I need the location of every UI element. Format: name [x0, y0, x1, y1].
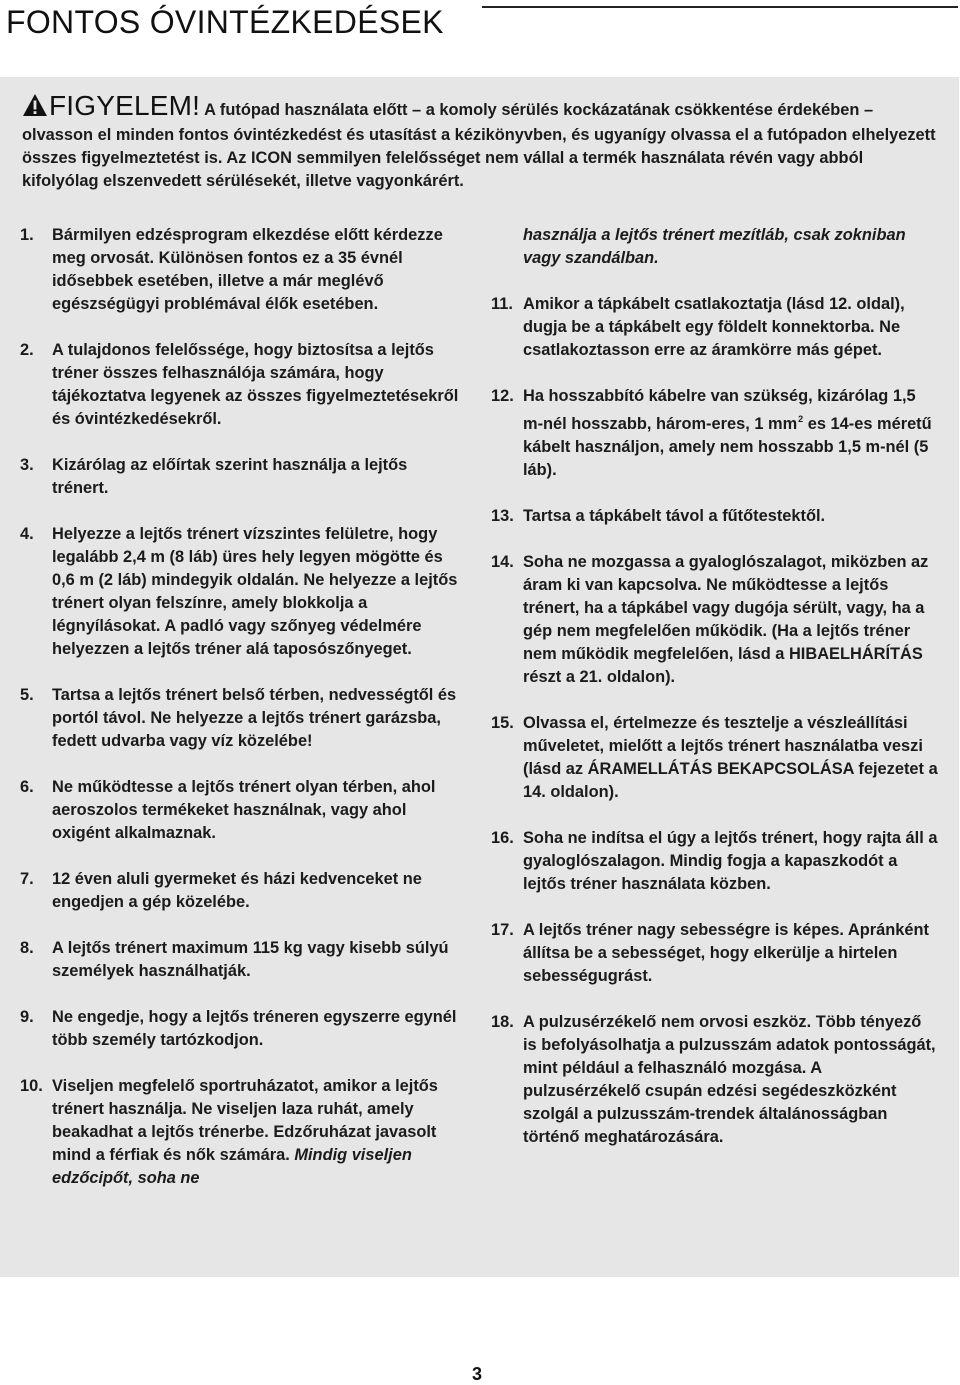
list-item	[20, 1006, 460, 1052]
item-text-regular: Viseljen megfelelő sportruházatot, amikor a lejtős trénert használja. Ne viseljen laza ruhát, amely beakadhat a lejtős trénerbe. Edzőruházat javasolt mind a férfiak és nők számára.	[52, 1077, 438, 1164]
list-item	[491, 827, 939, 896]
item-text: Tartsa a tápkábelt távol a fűtőtestektől.	[523, 507, 826, 525]
item-text: A lejtős trénert maximum 115 kg vagy kisebb súlyú személyek használhatják.	[52, 939, 449, 980]
superscript: 2	[798, 414, 804, 424]
item-number: 10.	[20, 1077, 43, 1095]
item-number: 14.	[491, 553, 514, 571]
item-text: Amikor a tápkábelt csatlakoztatja (lásd 12. oldal), dugja be a tápkábelt egy földelt konnektorba. Ne csatlakoztasson erre az áramkörre más gépet.	[523, 295, 905, 359]
list-item	[20, 224, 460, 316]
item-number: 7.	[20, 870, 34, 888]
item-number: 13.	[491, 507, 514, 525]
item-number: 5.	[20, 686, 34, 704]
list-item	[20, 868, 460, 914]
item-number: 15.	[491, 714, 514, 732]
item-text: Helyezze a lejtős trénert vízszintes felületre, hogy legalább 2,4 m (8 láb) üres hely legyen mögötte és 0,6 m (2 láb) mindegyik oldalán. Ne helyezze a lejtős trénert olyan felszínre, amely blokkolja a légnyílásokat. A padló vagy szőnyeg védelmére helyezzen a lejtős tréner alá taposószőnyeget.	[52, 525, 458, 658]
warning-label: FIGYELEM!	[49, 90, 201, 121]
item-number: 4.	[20, 525, 34, 543]
item-number: 11.	[491, 295, 513, 313]
item-number: 2.	[20, 341, 34, 359]
warning-triangle-icon	[22, 93, 48, 124]
item-text: Ne működtesse a lejtős trénert olyan térben, ahol aeroszolos termékeket használnak, vagy ahol oxigént alkalmaznak.	[52, 778, 436, 842]
list-item	[491, 919, 939, 988]
item-text	[52, 1075, 460, 1190]
item-number: 12.	[491, 387, 514, 405]
list-item	[491, 293, 939, 362]
item-continuation	[491, 224, 939, 270]
item-text: Kizárólag az előírtak szerint használja a lejtős trénert.	[52, 456, 408, 497]
item-text-part: es 14-es méretű kábelt használjon, amely nem hosszabb 1,5 m-nél (5 láb).	[523, 415, 932, 479]
item-number: 16.	[491, 829, 514, 847]
item-text	[523, 385, 939, 482]
item-text: 12 éven aluli gyermeket és házi kedvenceket ne engedjen a gép közelébe.	[52, 870, 422, 911]
item-number: 8.	[20, 939, 34, 957]
item-text-part: Ha hosszabbító kábelre van szükség, kizárólag 1,5 m-nél hosszabb, három-eres, 1 mm	[523, 387, 916, 433]
item-text: Soha ne mozgassa a gyaloglószalagot, miközben az áram ki van kapcsolva. Ne működtesse a lejtős trénert, ha a tápkábel vagy dugója sérült, vagy, ha a gép nem megfelelően működik. (Ha a lejtős tréner nem működik megfelelően, lásd a HIBAELHÁRÍTÁS részt a 21. oldalon).	[523, 553, 929, 686]
item-text: Olvassa el, értelmezze és tesztelje a vészleállítási műveletet, mielőtt a lejtős trénert használatba veszi (lásd az ÁRAMELLÁTÁS BEKAPCSOLÁSA fejezetet a 14. oldalon).	[523, 714, 938, 801]
item-number: 3.	[20, 456, 34, 474]
title-rule	[482, 6, 958, 8]
warning-text: A futópad használata előtt – a komoly sérülés kockázatának csökkentése érdekében – olvasson el minden fontos óvintézkedést és utasítást a kézikönyvben, és ugyanígy olvassa el a futópadon elhelyezett összes figyelmeztetést is. Az ICON semmilyen felelősséget nem vállal a termék használata révén vagy abból kifolyólag elszenvedett sérülésekét, illetve vagyonkárért.	[22, 101, 936, 190]
list-item	[20, 937, 460, 983]
item-text: A lejtős tréner nagy sebességre is képes. Apránként állítsa be a sebességet, hogy elkerülje a hirtelen sebességugrást.	[523, 921, 929, 985]
item-number: 9.	[20, 1008, 34, 1026]
list-item	[491, 712, 939, 804]
list-item	[20, 776, 460, 845]
page-number: 3	[472, 1364, 483, 1384]
page-title: FONTOS ÓVINTÉZKEDÉSEK	[6, 4, 444, 40]
list-item	[491, 505, 939, 528]
item-number: 17.	[491, 921, 514, 939]
item-text: Tartsa a lejtős trénert belső térben, nedvességtől és portól távol. Ne helyezze a lejtős trénert garázsba, fedett udvarba vagy víz közelébe!	[52, 686, 457, 750]
left-column	[20, 224, 460, 1190]
list-item	[20, 684, 460, 753]
item-text: A pulzusérzékelő nem orvosi eszköz. Több tényező is befolyásolhatja a pulzusszám adatok pontosságát, mint például a felhasználó mozgása. A pulzusérzékelő csupán edzési segédeszközként szolgál a pulzusszám-trendek általánosságban történő meghatározására.	[523, 1013, 936, 1146]
item-text: Soha ne indítsa el úgy a lejtős trénert, hogy rajta áll a gyaloglószalagon. Mindig fogja a kapaszkodót a lejtős tréner használata közben.	[523, 829, 938, 893]
right-column	[491, 224, 939, 1149]
list-item	[20, 1075, 460, 1190]
item-text: A tulajdonos felelőssége, hogy biztosítsa a lejtős tréner összes felhasználója számára, hogy tájékoztatva legyenek az összes figyelmeztetésekről és óvintézkedésekről.	[52, 341, 459, 428]
list-item	[20, 523, 460, 661]
warning-paragraph	[22, 90, 940, 193]
item-text: Bármilyen edzésprogram elkezdése előtt kérdezze meg orvosát. Különösen fontos ez a 35 évnél idősebbek esetében, illetve a már meglévő egészségügyi problémával élők esetében.	[52, 226, 443, 313]
item-text-italic: használja a lejtős trénert mezítláb, csak zokniban vagy szandálban.	[523, 226, 906, 267]
list-item	[491, 1011, 939, 1149]
list-item	[20, 339, 460, 431]
list-item	[491, 385, 939, 482]
item-text: Ne engedje, hogy a lejtős tréneren egyszerre egynél több személy tartózkodjon.	[52, 1008, 457, 1049]
item-text-italic: Mindig viseljen edzőcipőt, soha ne	[52, 1146, 412, 1187]
list-item	[491, 551, 939, 689]
list-item	[20, 454, 460, 500]
item-number: 18.	[491, 1013, 514, 1031]
item-number: 1.	[20, 226, 34, 244]
item-number: 6.	[20, 778, 34, 796]
